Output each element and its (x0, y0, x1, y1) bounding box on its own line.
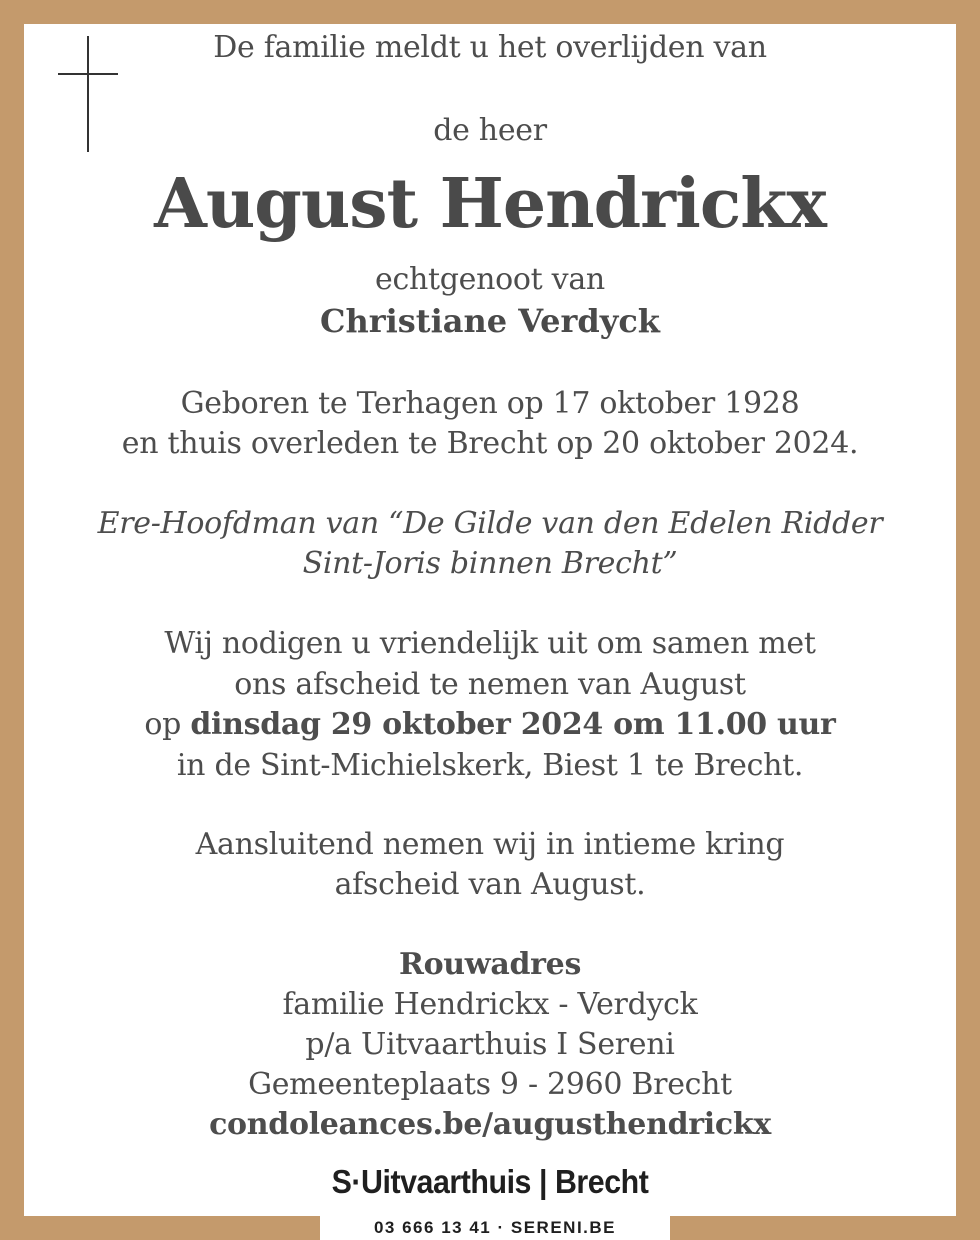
phone-number: 03 666 13 41 (373, 1218, 492, 1237)
logo-mark: S· (331, 1163, 362, 1200)
invitation-line-4: in de Sint-Michielskerk, Biest 1 te Brecht. (176, 748, 804, 783)
title-prefix: de heer (433, 113, 547, 148)
invitation-line-2: ons afscheid te nemen van August (234, 667, 746, 702)
closing-line-2: afscheid van August. (334, 867, 646, 902)
address-line-3: Gemeenteplaats 9 - 2960 Brecht (248, 1067, 732, 1102)
death-line: en thuis overleden te Brecht op 20 oktober 2024. (121, 426, 859, 461)
address-line-2: p/a Uitvaarthuis I Sereni (305, 1027, 675, 1062)
logo-text: Uitvaarthuis | Brecht (361, 1163, 649, 1200)
deceased-name: August Hendrickx (154, 164, 826, 244)
intro-text: De familie meldt u het overlijden van (213, 30, 767, 65)
separator-dot: · (497, 1218, 505, 1237)
website-link[interactable]: SERENI.BE (510, 1218, 617, 1237)
address-heading: Rouwadres (398, 947, 582, 982)
birth-line: Geboren te Terhagen op 17 oktober 1928 (180, 386, 800, 421)
footer-contact (320, 1216, 670, 1240)
relation-text: echtgenoot van (375, 262, 605, 297)
invitation-prefix: op (144, 707, 191, 742)
invitation-line-1: Wij nodigen u vriendelijk uit om samen met (164, 626, 816, 661)
condolence-link[interactable]: condoleances.be/augusthendrickx (209, 1107, 771, 1142)
invitation-line-3 (0, 707, 980, 742)
honorary-line-1: Ere-Hoofdman van “De Gilde van den Edelen Ridder (97, 506, 883, 541)
ceremony-datetime: dinsdag 29 oktober 2024 om 11.00 uur (190, 707, 836, 742)
funeral-home-logo (39, 1163, 941, 1201)
honorary-line-2: Sint-Joris binnen Brecht” (302, 546, 678, 581)
partner-name: Christiane Verdyck (320, 302, 660, 340)
address-line-1: familie Hendrickx - Verdyck (282, 987, 698, 1022)
closing-line-1: Aansluitend nemen wij in intieme kring (195, 827, 785, 862)
